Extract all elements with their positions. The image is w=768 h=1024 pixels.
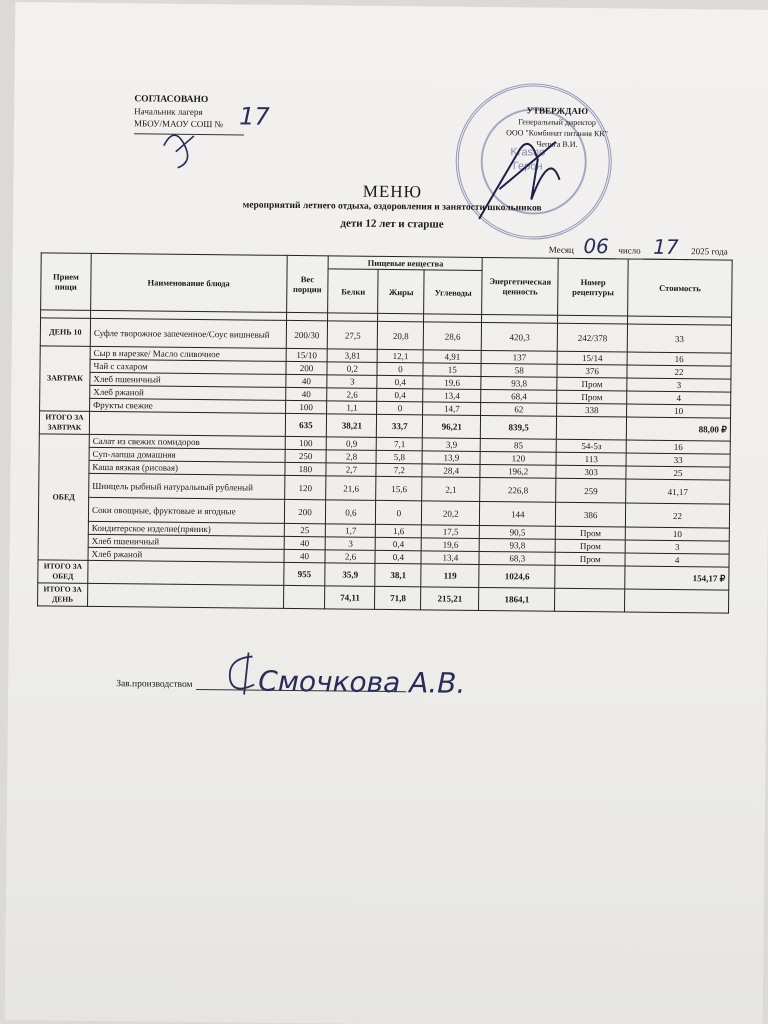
weight-cell: 180 [284,462,326,475]
cost-cell: 33 [626,453,730,467]
recipe-cell: Пром [557,390,627,404]
weight-cell: 200 [285,361,327,374]
approved-company: ООО "Комбинат питания КК" [506,128,608,139]
school-number-handwritten: 17 [239,102,270,131]
cost-cell: 22 [627,365,731,379]
day-label-cell: ДЕНЬ 10 [40,318,90,347]
meal-label-cell: ЗАВТРАК [40,346,91,412]
day-value: 17 [653,234,679,260]
total-protein: 35,9 [325,563,375,587]
header-dish: Наименование блюда [91,253,287,312]
weight-cell: 250 [285,449,327,462]
header-carbs: Углеводы [424,270,482,315]
carbs-cell: 14,7 [423,402,481,416]
total-label: ИТОГО ЗА ЗАВТРАК [39,411,89,435]
energy-cell: 120 [480,451,556,465]
total-fat: 71,8 [375,586,421,609]
weight-cell: 200 [284,499,326,523]
dish-cell: Хлеб ржаной [88,547,284,562]
month-value: 06 [583,234,609,259]
weight-cell: 40 [284,536,326,549]
approved-title: УТВЕРЖДАЮ [526,105,589,117]
weight-cell: 25 [284,523,326,536]
dish-cell: Хлеб ржаной [90,385,286,400]
menu-subtitle: мероприятий летнего отдыха, оздоровления и занятости школьников [242,200,542,214]
fat-cell: 20,8 [378,321,424,349]
agreed-title: СОГЛАСОВАНО [134,94,209,106]
total-protein: 38,21 [327,414,377,438]
date-line [549,234,728,261]
protein-cell: 2,6 [325,550,375,564]
month-label: Месяц [548,244,574,255]
total-fat: 38,1 [375,563,421,586]
fat-cell: 0 [376,500,422,524]
cost-cell: 33 [627,324,731,353]
dish-cell: Хлеб пшеничный [90,372,286,387]
energy-cell: 137 [481,350,557,364]
breakfast-section [40,346,732,418]
energy-cell: 196,2 [480,464,556,478]
approved-person: Чепига В.И. [536,139,578,149]
header-protein: Белки [328,269,378,314]
header-fat: Жиры [378,269,424,313]
carbs-cell: 15 [423,363,481,377]
recipe-cell: 242/378 [557,323,627,352]
weight-cell: 120 [284,475,326,499]
fat-cell: 0 [377,362,423,375]
energy-cell: 226,8 [480,477,556,502]
energy-cell: 68,4 [481,389,557,403]
day-field [643,235,689,260]
protein-cell: 27,5 [328,321,378,350]
fat-cell: 15,6 [376,476,422,500]
dish-cell: Соки овощные, фруктовые и ягодные [88,497,284,523]
protein-cell: 1,7 [326,524,376,538]
recipe-cell: Пром [555,552,625,566]
dish-cell: Сыр в нарезке/ Масло сливочное [90,346,286,361]
weight-cell: 200/30 [286,320,328,348]
fat-cell: 0,4 [376,537,422,550]
protein-cell: 0,9 [327,437,377,451]
fat-cell: 7,2 [376,463,422,476]
dish-cell: Фрукты свежие [90,398,286,413]
fat-cell: 0,4 [377,388,423,401]
protein-cell: 21,6 [326,476,376,501]
day-label: число [618,245,641,256]
recipe-cell: Пром [557,377,627,391]
meal-label-cell: ОБЕД [38,434,89,561]
approved-block [502,105,612,150]
total-weight: 635 [285,413,327,436]
total-label: ИТОГО ЗА ДЕНЬ [38,583,88,607]
fat-cell: 5,8 [376,450,422,463]
energy-cell: 90,5 [480,525,556,539]
header-nutrients: Пищевые вещества [329,256,483,271]
carbs-cell: 17,5 [422,525,480,539]
energy-cell: 93,8 [481,376,557,390]
total-weight: 955 [283,562,325,585]
dish-cell: Суфле творожное запеченное/Соус вишневый [90,318,286,348]
stamp-text: Krasno Герон [510,146,546,173]
recipe-cell: 15/14 [557,351,627,365]
total-fat: 33,7 [377,414,423,437]
total-carbs: 96,21 [423,415,481,439]
energy-cell: 144 [480,501,556,526]
cost-cell: 4 [625,553,729,567]
energy-cell: 85 [480,438,556,452]
carbs-cell: 28,6 [424,322,482,351]
recipe-cell: 113 [556,452,626,466]
carbs-cell: 4,91 [423,350,481,364]
weight-cell: 100 [285,400,327,413]
recipe-cell: 376 [557,364,627,378]
total-energy: 1864,1 [479,587,555,611]
carbs-cell: 28,4 [422,464,480,478]
total-protein: 74,11 [325,586,375,610]
energy-cell: 93,8 [479,538,555,552]
menu-table [37,252,733,613]
total-cost: 88,00 ₽ [626,417,730,441]
cost-cell: 16 [627,352,731,366]
protein-cell: 3 [327,375,377,389]
energy-cell: 420,3 [481,322,557,351]
protein-cell: 2,7 [326,463,376,477]
header-cost: Стоимость [628,259,732,317]
cost-cell: 10 [625,527,729,541]
protein-cell: 2,6 [327,388,377,402]
carbs-cell: 19,6 [423,376,481,390]
dish-cell: Кондитерское изделие(пряник) [88,521,284,536]
cost-cell: 25 [626,466,730,480]
protein-cell: 3,81 [328,349,378,363]
carbs-cell: 20,2 [422,501,480,526]
recipe-cell: 303 [556,465,626,479]
header-recipe: Номер рецептуры [558,258,628,316]
header-energy: Энергетическая ценность [482,257,559,315]
dish-cell: Чай с сахаром [90,359,286,374]
fat-cell: 1,6 [376,524,422,537]
total-label: ИТОГО ЗА ОБЕД [38,560,88,584]
year-text: 2025 года [691,246,728,257]
cost-cell: 41,17 [626,479,730,504]
carbs-cell: 2,1 [422,477,480,502]
lunch-section [38,434,730,567]
month-field [576,234,616,259]
agreed-position: Начальник лагеря [134,106,203,118]
carbs-cell: 13,4 [423,389,481,403]
header-meal: Прием пищи [41,253,92,311]
recipe-cell: 338 [557,403,627,417]
carbs-cell: 13,9 [422,451,480,465]
protein-cell: 0,6 [326,500,376,525]
agreed-block [134,93,244,135]
carbs-cell: 13,4 [421,551,479,565]
header-weight: Вес порции [286,255,329,312]
energy-cell: 58 [481,363,557,377]
dish-cell: Суп-лапша домашняя [89,447,285,462]
recipe-cell: Пром [555,539,625,553]
energy-cell: 62 [481,402,557,416]
document-sheet [5,2,768,1024]
total-carbs: 215,21 [421,587,479,611]
protein-cell: 1,1 [327,401,377,415]
agreed-school: МБОУ/МАОУ СОШ № [134,118,224,130]
agreed-signature-line [134,133,244,135]
total-energy: 839,5 [481,415,557,439]
cost-cell: 10 [627,404,731,418]
menu-title: МЕНЮ [362,181,423,202]
fat-cell: 0,4 [377,375,423,388]
carbs-cell: 19,6 [421,538,479,552]
dish-cell: Шницель рыбный натуральный рубленый [89,473,285,499]
age-group: дети 12 лет и старше [340,217,444,231]
cost-cell: 3 [625,540,729,554]
energy-cell: 68,3 [479,551,555,565]
weight-cell: 40 [285,374,327,387]
protein-cell: 3 [326,537,376,551]
cost-cell: 4 [627,391,731,405]
protein-cell: 2,8 [327,450,377,464]
dish-cell: Салат из свежих помидоров [89,434,285,449]
fat-cell: 7,1 [377,437,423,450]
dish-cell: Хлеб пшеничный [88,534,284,549]
cost-cell: 16 [626,440,730,454]
approved-position: Генеральный директор [518,117,596,128]
production-signature: Смочкова А.В. [258,664,466,700]
cost-cell: 22 [626,503,730,528]
fat-cell: 12,1 [377,349,423,362]
fat-cell: 0,4 [375,550,421,563]
weight-cell: 15/10 [286,348,328,361]
carbs-cell: 3,9 [423,438,481,452]
production-label: Зав.производством [116,679,193,690]
total-carbs: 119 [421,564,479,588]
recipe-cell: 386 [556,502,626,527]
weight-cell: 100 [285,436,327,449]
weight-cell: 40 [283,549,325,562]
recipe-cell: 259 [556,478,626,503]
dish-cell: Каша вязкая (рисовая) [89,460,285,475]
total-cost: 154,17 ₽ [625,566,729,590]
cost-cell: 3 [627,378,731,392]
protein-cell: 0,2 [327,362,377,376]
recipe-cell: 54-5з [556,439,626,453]
recipe-cell: Пром [555,526,625,540]
weight-cell: 40 [285,387,327,400]
fat-cell: 0 [377,401,423,414]
total-energy: 1024,6 [479,564,555,588]
